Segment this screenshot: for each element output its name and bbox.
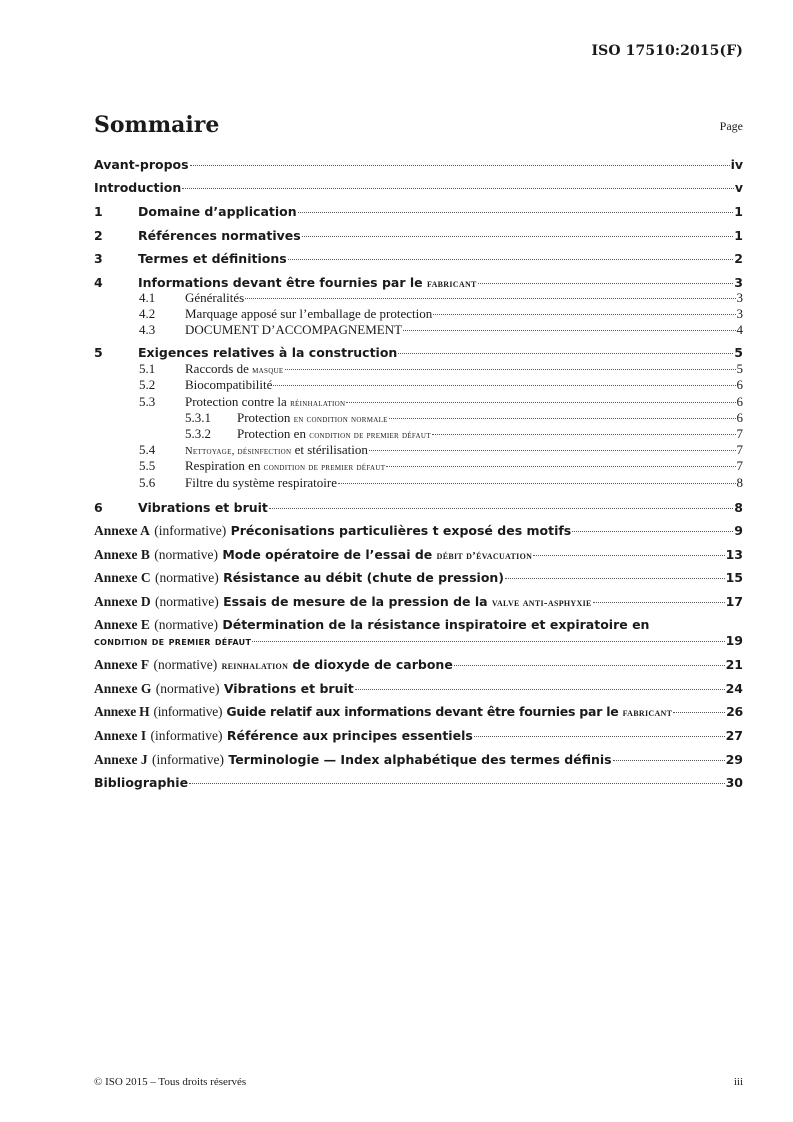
defined-term: en condition normale: [293, 414, 388, 425]
toc-entry-page: 7: [736, 426, 743, 441]
toc-entry-label: DOCUMENT D’ACCOMPAGNEMENT: [185, 322, 403, 337]
annex-type: (informative): [151, 752, 224, 767]
toc-entry-annexe-e[interactable]: [94, 617, 743, 632]
toc-entry-number: 4.1: [139, 290, 156, 305]
dot-leader: [302, 236, 734, 237]
defined-term: condition de premier défaut: [94, 635, 252, 648]
toc-entry-label: Exigences relatives à la construction: [138, 345, 398, 360]
toc-entry-section-4-2[interactable]: [94, 306, 743, 321]
defined-term: condition de premier défaut: [263, 462, 386, 473]
toc-entry-number: 3: [94, 251, 103, 266]
dot-leader: [505, 578, 725, 579]
toc-entry-page: iv: [730, 157, 743, 172]
dot-leader: [389, 418, 736, 419]
toc-entry-number: 6: [94, 500, 103, 515]
annex-label: Annexe F: [94, 657, 150, 672]
page-column-label: Page: [719, 119, 743, 133]
dot-leader: [273, 385, 735, 386]
toc-entry-page: 7: [736, 442, 743, 457]
toc-entry-number: 2: [94, 228, 103, 243]
toc-entry-page: 1: [734, 228, 743, 243]
toc-entry-page: 6: [736, 394, 743, 409]
toc-entry-section-5-3-1[interactable]: [94, 410, 743, 425]
toc-entry-annexe-g[interactable]: [94, 681, 743, 696]
annex-type: (normative): [155, 681, 220, 696]
dot-leader: [338, 483, 736, 484]
annex-type: (informative): [154, 523, 227, 538]
toc-entry-page: 24: [725, 681, 743, 696]
annex-label: Annexe G: [94, 681, 152, 696]
toc-entry-label: Informations devant être fournies par le: [138, 275, 423, 290]
annex-label: Annexe I: [94, 728, 147, 743]
dot-leader: [298, 212, 734, 213]
annex-label: Annexe H: [94, 704, 150, 719]
toc-entry-label: Références normatives: [138, 228, 301, 243]
defined-term: réinhalation: [290, 398, 346, 409]
annex-type: (normative): [154, 594, 219, 609]
toc-entry-page: 1: [734, 204, 743, 219]
toc-entry-section-5-1[interactable]: [94, 361, 743, 376]
dot-leader: [474, 736, 725, 737]
toc-entry-page: 3: [736, 306, 743, 321]
annex-type: (normative): [154, 547, 218, 562]
toc-entry-number: 4.2: [139, 306, 156, 321]
defined-term: fabricant: [427, 278, 477, 290]
toc-entry-annexe-e-continued[interactable]: [94, 633, 743, 648]
annex-label: Annexe D: [94, 594, 151, 609]
toc-entry-annexe-d[interactable]: [94, 594, 743, 609]
toc-entry-section-4-1[interactable]: [94, 290, 743, 305]
toc-entry-label: Vibrations et bruit: [138, 500, 268, 515]
toc-entry-page: 17: [725, 594, 743, 609]
toc-entry-label: Détermination de la résistance inspiratoire et expiratoire en: [222, 617, 650, 632]
dot-leader: [398, 353, 733, 354]
toc-entry-annexe-a[interactable]: [94, 523, 743, 538]
annex-label: Annexe J: [94, 752, 148, 767]
toc-entry-label: Marquage apposé sur l’emballage de protection: [185, 306, 433, 321]
defined-term: valve anti-asphyxie: [491, 597, 592, 609]
footer-page-number: iii: [733, 1076, 743, 1088]
dot-leader: [182, 188, 734, 189]
dot-leader: [386, 466, 735, 467]
toc-entry-number: 5.3.2: [185, 426, 211, 441]
toc-entry-page: 5: [734, 345, 743, 360]
toc-entry-annexe-b[interactable]: [94, 547, 743, 562]
toc-entry-label: Termes et définitions: [138, 251, 287, 266]
toc-entry-label: et stérilisation: [294, 442, 368, 457]
dot-leader: [478, 283, 734, 284]
dot-leader: [432, 434, 736, 435]
toc-entry-label: Protection: [237, 410, 291, 425]
toc-entry-section-5-2[interactable]: [94, 377, 743, 392]
toc-entry-number: 5.2: [139, 377, 156, 392]
toc-entry-label: Raccords de: [185, 361, 249, 376]
toc-entry-page: 29: [725, 752, 743, 767]
toc-entry-page: 6: [736, 377, 743, 392]
dot-leader: [269, 508, 733, 509]
dot-leader: [288, 259, 734, 260]
dot-leader: [673, 712, 725, 713]
toc-entry-section-4[interactable]: [94, 275, 743, 290]
toc-entry-page: v: [734, 180, 743, 195]
toc-entry-page: 4: [736, 322, 743, 337]
annex-type: (normative): [154, 617, 218, 632]
toc-entry-page: 2: [734, 251, 743, 266]
toc-entry-section-4-3[interactable]: [94, 322, 743, 337]
toc-entry-label: Filtre du système respiratoire: [185, 475, 337, 490]
toc-entry-section-5-4[interactable]: [94, 442, 743, 457]
annex-label: Annexe E: [94, 617, 150, 632]
toc-entry-number: 4: [94, 275, 103, 290]
dot-leader: [454, 665, 725, 666]
defined-term: condition de premier défaut: [309, 430, 431, 441]
toc-entry-label: Préconisations particulières t exposé des motifs: [230, 523, 572, 538]
toc-entry-page: 7: [736, 458, 743, 473]
annex-type: (normative): [153, 657, 218, 672]
defined-term: Nettoyage, désinfection: [185, 446, 292, 457]
toc-entry-section-2[interactable]: [94, 228, 743, 243]
toc-entry-label: Vibrations et bruit: [223, 681, 354, 696]
annex-type: (informative): [153, 704, 223, 719]
toc-entry-annexe-j[interactable]: [94, 752, 743, 767]
toc-entry-number: 5.4: [139, 442, 156, 457]
toc-entry-section-1[interactable]: [94, 204, 743, 219]
toc-entry-avant-propos[interactable]: [94, 157, 743, 172]
toc-entry-label: Essais de mesure de la pression de la: [223, 594, 488, 609]
dot-leader: [252, 641, 724, 642]
dot-leader: [346, 402, 735, 403]
toc-entry-page: 26: [726, 704, 743, 719]
toc-entry-label: Respiration en: [185, 458, 261, 473]
toc-entry-page: 13: [725, 547, 743, 562]
annex-type: (normative): [154, 570, 219, 585]
toc-entry-number: 5.6: [139, 475, 156, 490]
footer-copyright: © ISO 2015 – Tous droits réservés: [94, 1076, 247, 1088]
annex-label: Annexe A: [94, 523, 150, 538]
toc-entry-annexe-h[interactable]: [94, 704, 743, 719]
toc-entry-page: 27: [725, 728, 743, 743]
dot-leader: [593, 602, 725, 603]
toc-entry-number: 5.5: [139, 458, 156, 473]
toc-title: Sommaire: [94, 112, 220, 138]
toc-entry-label: Terminologie — Index alphabétique des termes définis: [228, 752, 612, 767]
toc-entry-page: 3: [736, 290, 743, 305]
toc-entry-section-5-3[interactable]: [94, 394, 743, 409]
annex-type: (informative): [150, 728, 223, 743]
toc-entry-label: Bibliographie: [94, 775, 189, 790]
toc-entry-label: Guide relatif aux informations devant être fournies par le: [226, 704, 619, 719]
defined-term: masque: [252, 365, 284, 376]
toc-entry-label: Résistance au débit (chute de pression): [223, 570, 505, 585]
toc-entry-page: 21: [725, 657, 743, 672]
annex-label: Annexe B: [94, 547, 150, 562]
toc-entry-label: Généralités: [185, 290, 245, 305]
toc-entry-annexe-c[interactable]: [94, 570, 743, 585]
dot-leader: [355, 689, 725, 690]
toc-entry-label: Protection en: [237, 426, 306, 441]
dot-leader: [190, 165, 730, 166]
toc-entry-number: 1: [94, 204, 103, 219]
toc-entry-label: Biocompatibilité: [185, 377, 273, 392]
toc-entry-introduction[interactable]: [94, 180, 743, 195]
toc-entry-page: 6: [736, 410, 743, 425]
toc-entry-number: 5.1: [139, 361, 156, 376]
toc-entry-number: 5: [94, 345, 103, 360]
toc-entry-section-5-3-2[interactable]: [94, 426, 743, 441]
toc-entry-page: 15: [725, 570, 743, 585]
toc-entry-label: Protection contre la: [185, 394, 287, 409]
toc-entry-page: 3: [734, 275, 743, 290]
toc-entry-page: 30: [725, 775, 743, 790]
dot-leader: [533, 555, 724, 556]
toc-entry-number: 5.3.1: [185, 410, 211, 425]
toc-entry-bibliographie[interactable]: [94, 775, 743, 790]
toc-entry-section-5[interactable]: [94, 345, 743, 360]
dot-leader: [572, 531, 733, 532]
toc-entry-page: 19: [725, 633, 743, 648]
toc-entry-label: Introduction: [94, 180, 182, 195]
dot-leader: [613, 760, 725, 761]
toc-entry-section-6[interactable]: [94, 500, 743, 515]
toc-entry-label: Mode opératoire de l’essai de: [222, 547, 433, 562]
toc-entry-page: 8: [734, 500, 743, 515]
dot-leader: [245, 298, 735, 299]
toc-entry-label: Avant-propos: [94, 157, 189, 172]
toc-entry-annexe-i[interactable]: [94, 728, 743, 743]
toc-entry-number: 4.3: [139, 322, 156, 337]
toc-entry-page: 5: [736, 361, 743, 376]
defined-term: débit d’évacuation: [436, 550, 533, 562]
toc-entry-label: Référence aux principes essentiels: [226, 728, 473, 743]
toc-entry-label: Domaine d’application: [138, 204, 297, 219]
defined-term: fabricant: [622, 707, 673, 719]
toc-entry-section-5-5[interactable]: [94, 458, 743, 473]
toc-entry-section-3[interactable]: [94, 251, 743, 266]
dot-leader: [189, 783, 725, 784]
toc-entry-section-5-6[interactable]: [94, 475, 743, 490]
dot-leader: [369, 450, 736, 451]
annex-label: Annexe C: [94, 570, 151, 585]
dot-leader: [403, 330, 735, 331]
defined-term: reinhalation: [221, 660, 289, 672]
toc-entry-page: 8: [736, 475, 743, 490]
toc-entry-page: 9: [734, 523, 743, 538]
dot-leader: [433, 314, 735, 315]
toc-entry-label: de dioxyde de carbone: [292, 657, 453, 672]
document-reference: ISO 17510:2015(F): [591, 43, 743, 59]
toc-entry-annexe-f[interactable]: [94, 657, 743, 672]
dot-leader: [285, 369, 736, 370]
toc-entry-number: 5.3: [139, 394, 156, 409]
